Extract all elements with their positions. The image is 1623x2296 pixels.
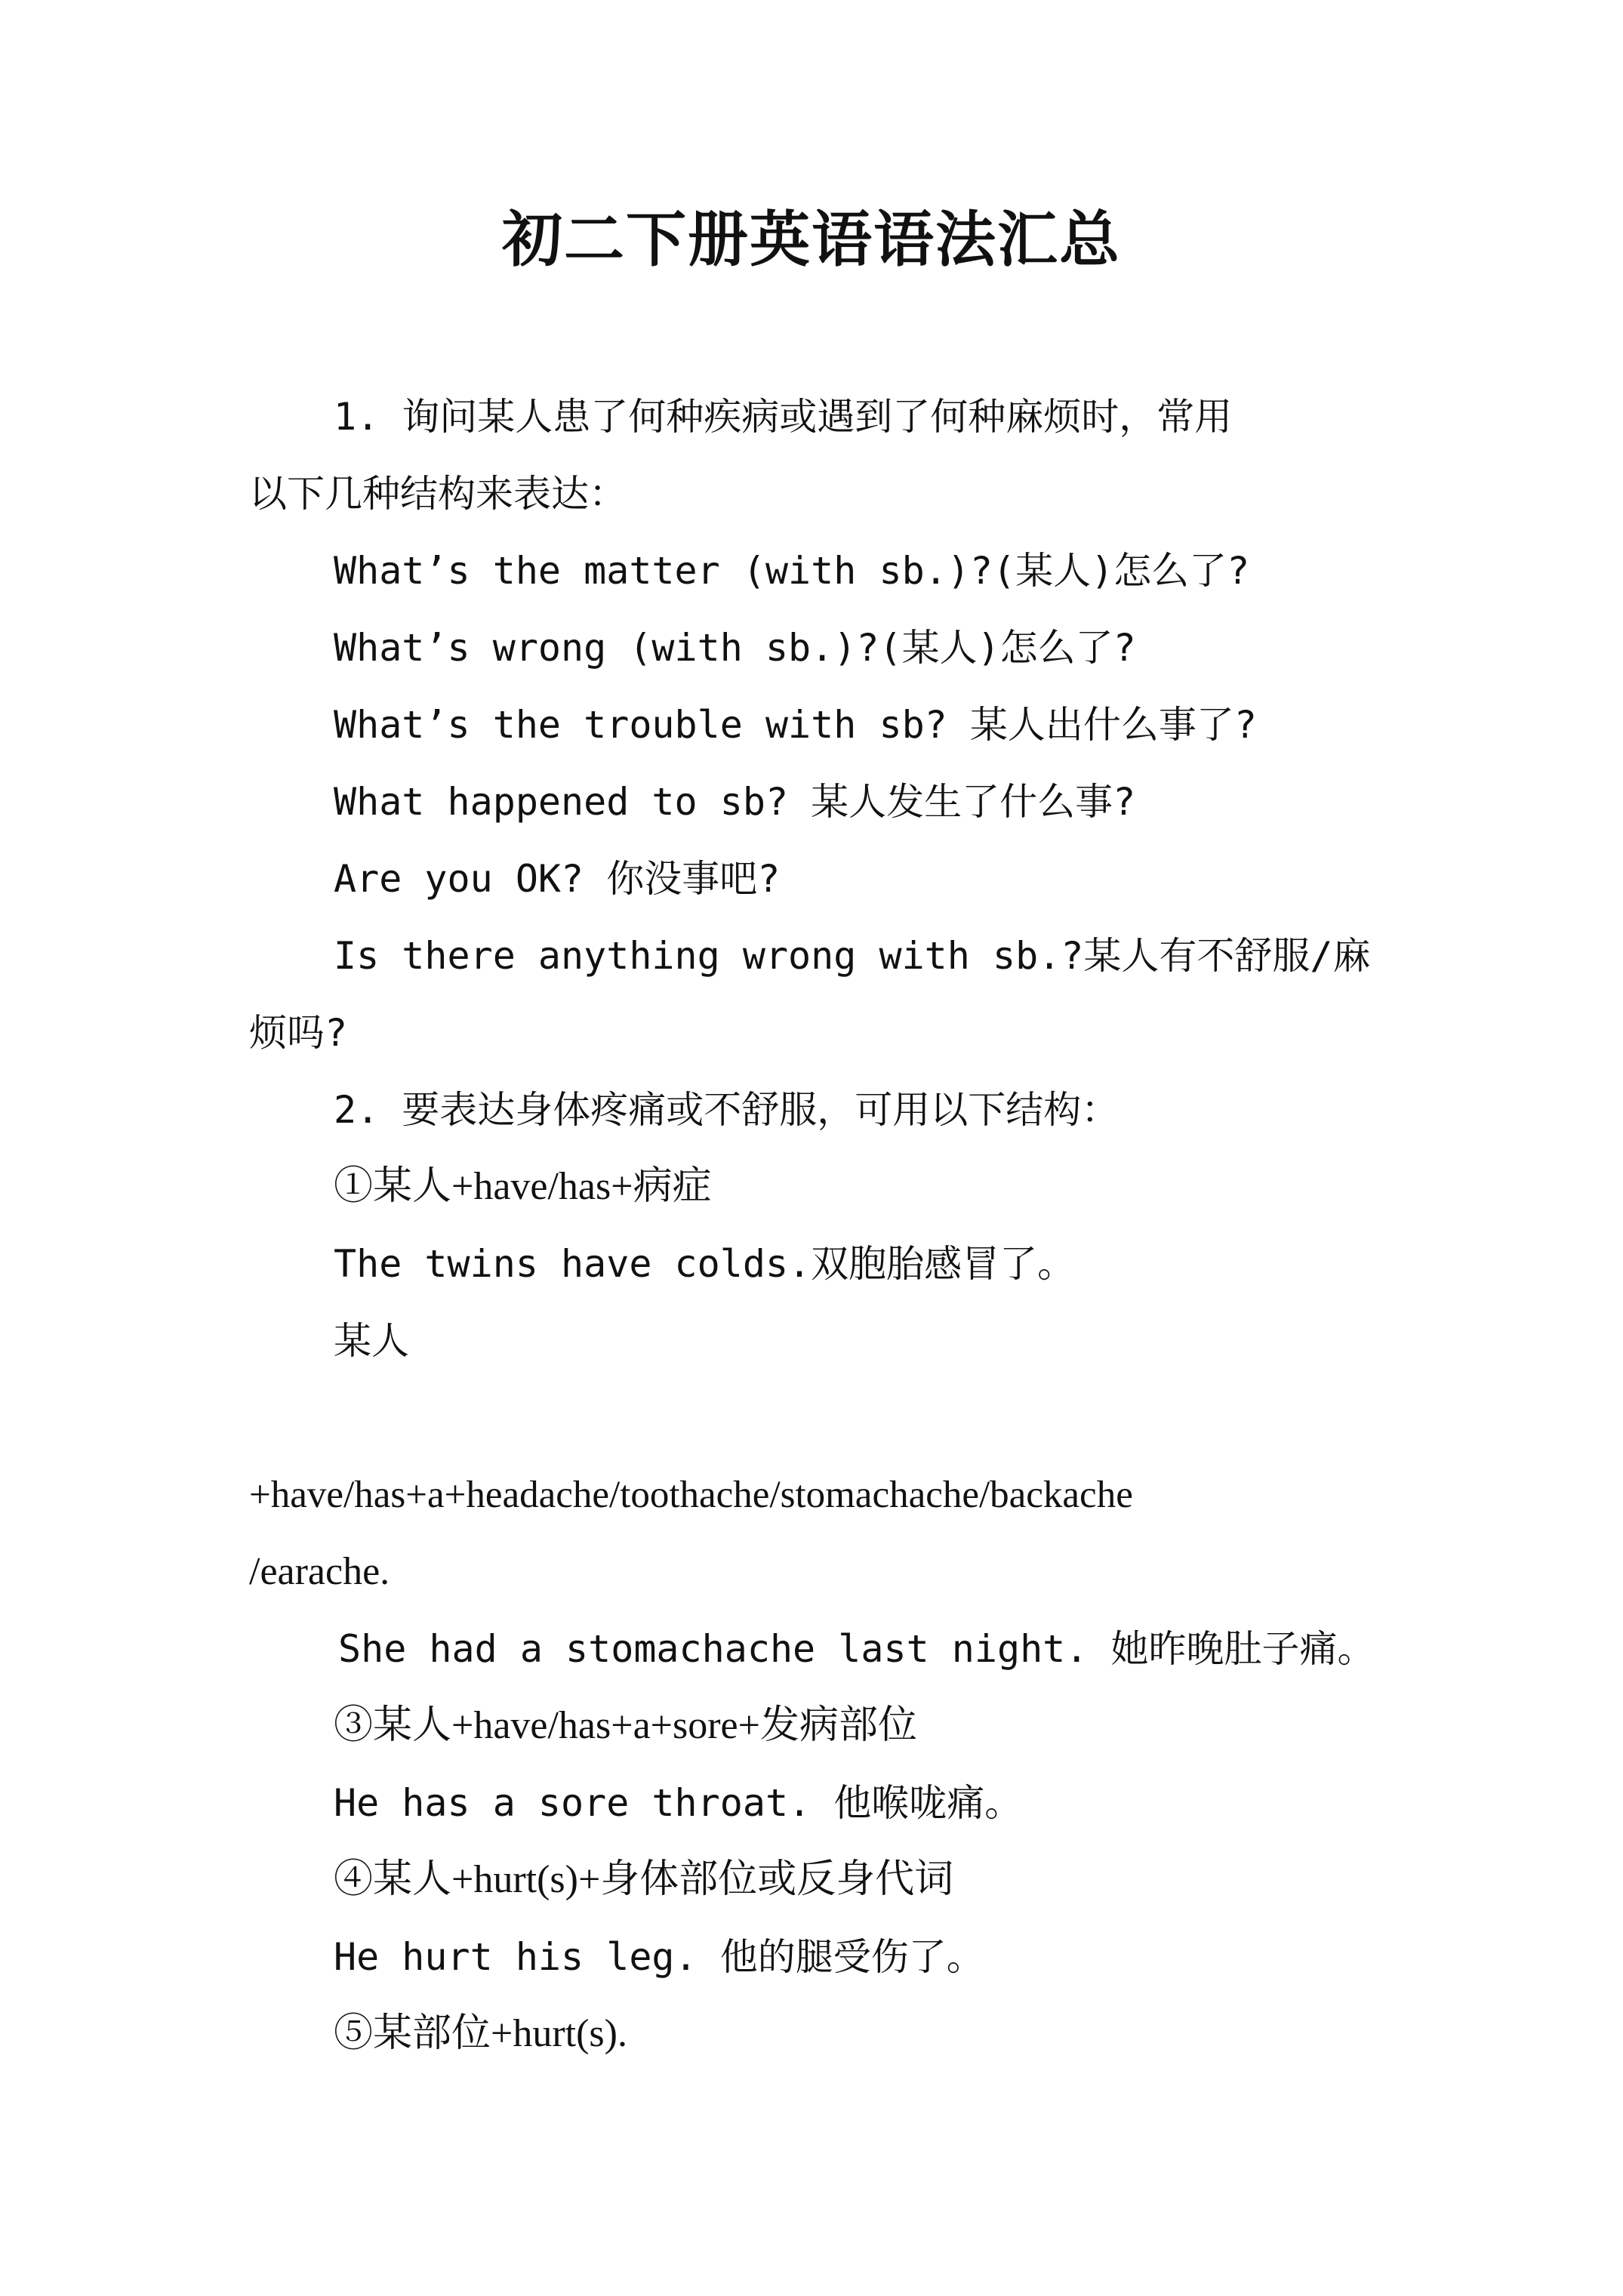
paragraph-line: 某人	[334, 1319, 409, 1363]
paragraph-line: /earache.	[249, 1550, 390, 1593]
paragraph-line: What happened to sb? 某人发生了什么事?	[334, 780, 1136, 824]
paragraph-line: She had a stomachache last night. 她昨晚肚子痛。	[338, 1627, 1375, 1671]
paragraph-line: The twins have colds.双胞胎感冒了。	[334, 1242, 1076, 1286]
paragraph-line: 2. 要表达身体疼痛或不舒服，可用以下结构：	[334, 1088, 1119, 1132]
paragraph-line: Is there anything wrong with sb.?某人有不舒服/麻	[334, 934, 1371, 978]
paragraph-line: ①某人+have/has+病症	[334, 1165, 712, 1208]
paragraph-line: He hurt his leg. 他的腿受伤了。	[334, 1935, 984, 1979]
paragraph-line: Are you OK? 你没事吧?	[334, 857, 781, 901]
document-title: 初二下册英语语法汇总	[502, 204, 1121, 275]
paragraph-line: What’s the matter (with sb.)?(某人)怎么了?	[334, 549, 1250, 593]
paragraph-line: ③某人+have/has+a+sore+发病部位	[334, 1704, 917, 1747]
paragraph-line: 烦吗?	[249, 1011, 348, 1055]
paragraph-line: +have/has+a+headache/toothache/stomachache/backache	[249, 1474, 1133, 1516]
paragraph-line: 1. 询问某人患了何种疾病或遇到了何种麻烦时，常用	[334, 395, 1233, 439]
paragraph-line: What’s wrong (with sb.)?(某人)怎么了?	[334, 626, 1136, 670]
paragraph-line: 以下几种结构来表达：	[249, 472, 627, 516]
paragraph-line: He has a sore throat. 他喉咙痛。	[334, 1781, 1023, 1825]
paragraph-line: What’s the trouble with sb? 某人出什么事了?	[334, 703, 1257, 747]
paragraph-line: ⑤某部位+hurt(s).	[334, 2012, 627, 2055]
paragraph-line: ④某人+hurt(s)+身体部位或反身代词	[334, 1858, 954, 1901]
